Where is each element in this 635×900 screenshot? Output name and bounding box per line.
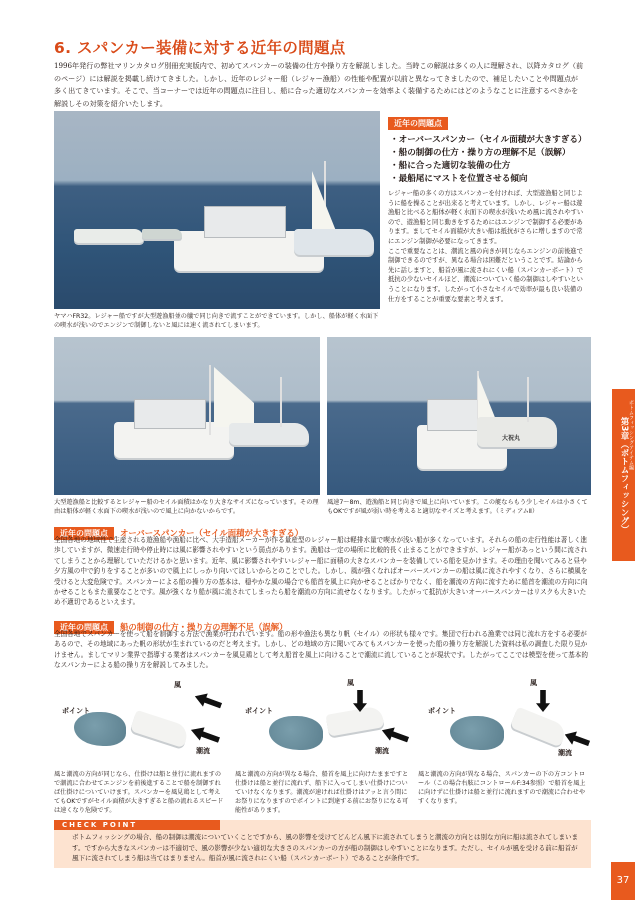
current-label: 潮流 [558, 749, 572, 757]
wind-label: 風 [174, 681, 181, 689]
current-label: 潮流 [196, 747, 210, 755]
chapter-side-tab: 第3章（ボトムフィッシング） [612, 389, 635, 561]
photo3-caption: 風速7～8m、遊漁船と同じ向きで風上に向いています。この艇ならもう少しセイルは小さくてもOKですが風が弱い時を考えると適切なサイズと考えます。（ミディアムⅡ） [327, 499, 588, 515]
page-number: 37 [611, 862, 635, 900]
section1-tag: 近年の問題点 [54, 527, 114, 540]
problems-tag: 近年の問題点 [388, 117, 448, 130]
current-arrow-icon [562, 728, 591, 750]
wind-label: 風 [347, 679, 354, 687]
check-point-text: ボトムフィッシングの場合、船の制御は潮流についていくことですから、風の影響を受けてどんどん風下に流されてしまうと潮流の方向とは別な方向に船は流されてしまいます。ですから大きなスパンカーは不適切で、風の影響が少ない適切な大きさのスパンカーの方が船の制御はしやすいことになります。ただし、セイルが風を受ける前に船首が風下に流されてしまう船は当てはまりません。船首が風に流されにくい船（スパンカーボート）であることが条件です。 [72, 833, 579, 862]
chapter-side-subtab: ボトムフィッシングアイテム編 [628, 400, 634, 470]
diagram2-caption: 風と潮流の方向が異なる場合、船首を風上に向けたままですと仕掛けは船と並行に流れず、船下に入ってしまい仕掛けについていけなくなります。潮流が速ければ仕掛けはアッと言う間にお祭りになりますのでポイントに到達する前にお祭りになる可能性があります。 [235, 771, 409, 814]
problem-item: ・最船尾にマストを位置させる傾向 [390, 174, 528, 184]
section2-text: 全国各地でスパンカーを使って船を制御する方法で漁業が行われています。船の形や漁法も異なり帆（セイル）の形状も様々です。集団で行われる漁業では同じ流れ方をする必要があるので、その地域にあった帆の形状が生まれているのだと考えます。しかし、どの地域の方に聞いてみてもスパンカーを使った船の操り方を解説した資料は私の調査した限り見かけません。ましてマリン業界で指導する業者はスパンカーを風見鶏として考え船首を風上に向けることで潮流に流していることが現状です。したがってここでは模型を使って基本的なスパンカーによる船の操り方を解説してみました。 [54, 630, 588, 670]
point-label: ポイント [428, 707, 456, 715]
current-label: 潮流 [375, 747, 389, 755]
boat-name-label: 大祝丸 [502, 435, 521, 442]
problem-item: ・オーバースパンカー（セイル面積が大きすぎる） [390, 135, 587, 145]
section2-label: 船の制御の仕方・操り方の理解不足（誤解） [120, 622, 288, 632]
current-arrow-icon [189, 723, 222, 746]
check-point-header: CHECK POINT [54, 820, 220, 830]
wind-arrow-icon [536, 690, 550, 712]
check-point-box [54, 820, 591, 868]
diagram-1 [54, 676, 229, 766]
diagram-2 [235, 676, 410, 766]
problems-box [388, 111, 588, 304]
wind-arrow-icon [192, 690, 223, 713]
diagram-3 [418, 676, 593, 766]
point-label: ポイント [62, 707, 90, 715]
problem-item: ・船の制御の仕方・操り方の理解不足（誤解） [390, 148, 571, 158]
problem-item: ・船に合った適切な装備の仕方 [390, 161, 511, 171]
photo-leisure-vs-fishing [54, 337, 320, 495]
point-label: ポイント [245, 707, 273, 715]
intro-paragraph: 1996年発行の弊社マリンカタログ別冊充実版内で、初めてスパンカーの装備の仕方や操り方を解説しました。当時この解説は多くの人に理解され、以降カタログ（前のページ）には解説を掲載し続けてきました。しかし、近年のレジャー船（レジャー漁船）の性能や配置が以前と異なってきましたので、補足したいことや問題点が多く出てきています。そこで、当コーナーでは近年の問題点に注目し、船に合った適切なスパンカーを効率よく装備するためにはどのようなことに注意するべきかを解説しその対策を紹介いたします。 [54, 61, 584, 108]
photo-yamaha-boat [54, 111, 380, 309]
section2-tag: 近年の問題点 [54, 621, 114, 634]
diagram1-caption: 風と潮流の方向が同じなら、仕掛けは船と並行に流れますので潮流に合わせてエンジンを前後進することで船を制御すれば仕掛けについていけます。スパンカーを風見鶏として考えてもOKですがセイル面積が大きすぎると船の流れるスピードは速くなり危険です。 [54, 771, 224, 814]
photo1-caption: ヤマハFR32。レジャー船ですが大型遊漁船並の艤で同じ向きで流すことができています。しかし、船体が軽く水面下の喫水が浅いのでエンジンで制御しないと風には速く流されてしまいます。 [54, 313, 379, 329]
section1-text: 全国各地の地域性で生産される遊漁船や漁船に比べ、大手造船メーカーが作る量産型のレジャー船は軽排水量で喫水が浅い船が多くなっています。それらの船の走行性能は著しく進歩していますが、微速走行時や停止時には風に影響されやすいという弱点があります。漁船は一定の場所に比較的長く止まることができますが、レジャー船があっという間に流されてしまうことから理解していただけるかと思います。近年、風に影響されやすいレジャー船に面積の大きなスパンカーを装備している船を見かけます。その理由を聞いてみると昼や夕方風の中で釣りをすることが多いので風上にしっかり向いてほしいからとのことでした。しかし、風が強くなればオーバースパンカーの船は風に流されやすくなり、さらに横風を受けると大変危険です。スパンカーによる船の操り方の基本は、穏やかな風の場合でも船首を風上に向かせることばかりでなく、船を潮流の方向に流すために船首を潮流の方向に向かせることもまた重要なことです。風が強くなり船が風に流されてしまったら船を潮流の方向に流せなくなります。したがって抵抗が大きいオーバースパンカーはリスクも大きいため不適切であるといえます。 [54, 536, 588, 607]
wind-label: 風 [530, 679, 537, 687]
problems-text: レジャー船の多くの方はスパンカーを付ければ、大型遊漁船と同じように船を操ることが出来ると考えています。しかし、レジャー船は遊漁船と比べると船体が軽く水面下の喫水が浅いため風に流されやすいので、遊漁船と同じ動きをするためにはエンジンで制御する必要があります。ましてセイル面積が大きい船は抵抗がさらに増しますので常にエンジン制御が必要になってきます。 ここで重要なことは、潮流と風の向きが同じならエンジンの前後進で制御できるのですが、異なる場合は困難だということです。結論から先に話しますと、船首が風に流されにくい船（スパンカーボート）で抵抗の少ないセイルほど、潮流についていく船の制御はしやすいということになります。したがって小さなセイルで効率が最も良い装備の仕方をすることが重要な要素と考えます。 [388, 190, 584, 303]
current-arrow-icon [379, 724, 410, 747]
problems-list [390, 134, 588, 186]
section1-label: オーバースパンカー（セイル面積が大きすぎる） [120, 528, 304, 538]
photo2-caption: 大型遊漁船と比較するとレジャー船のセイル面積はかなり大きなサイズになっています。その理由は船体が軽く水面下の喫水が浅いので風上に向かないからです。 [54, 499, 319, 515]
photo-windy-sea [327, 337, 591, 495]
page-title: 6. スパンカー装備に対する近年の問題点 [54, 39, 346, 57]
diagram3-caption: 風と潮流の方向が異なる場合、スパンカーの下の方コントロール（この場合右舷にコントロールF:34参照）で船首を風上に向けずに仕掛けは船と並行に流れますので潮流に合わせやすくなります。 [418, 771, 586, 805]
